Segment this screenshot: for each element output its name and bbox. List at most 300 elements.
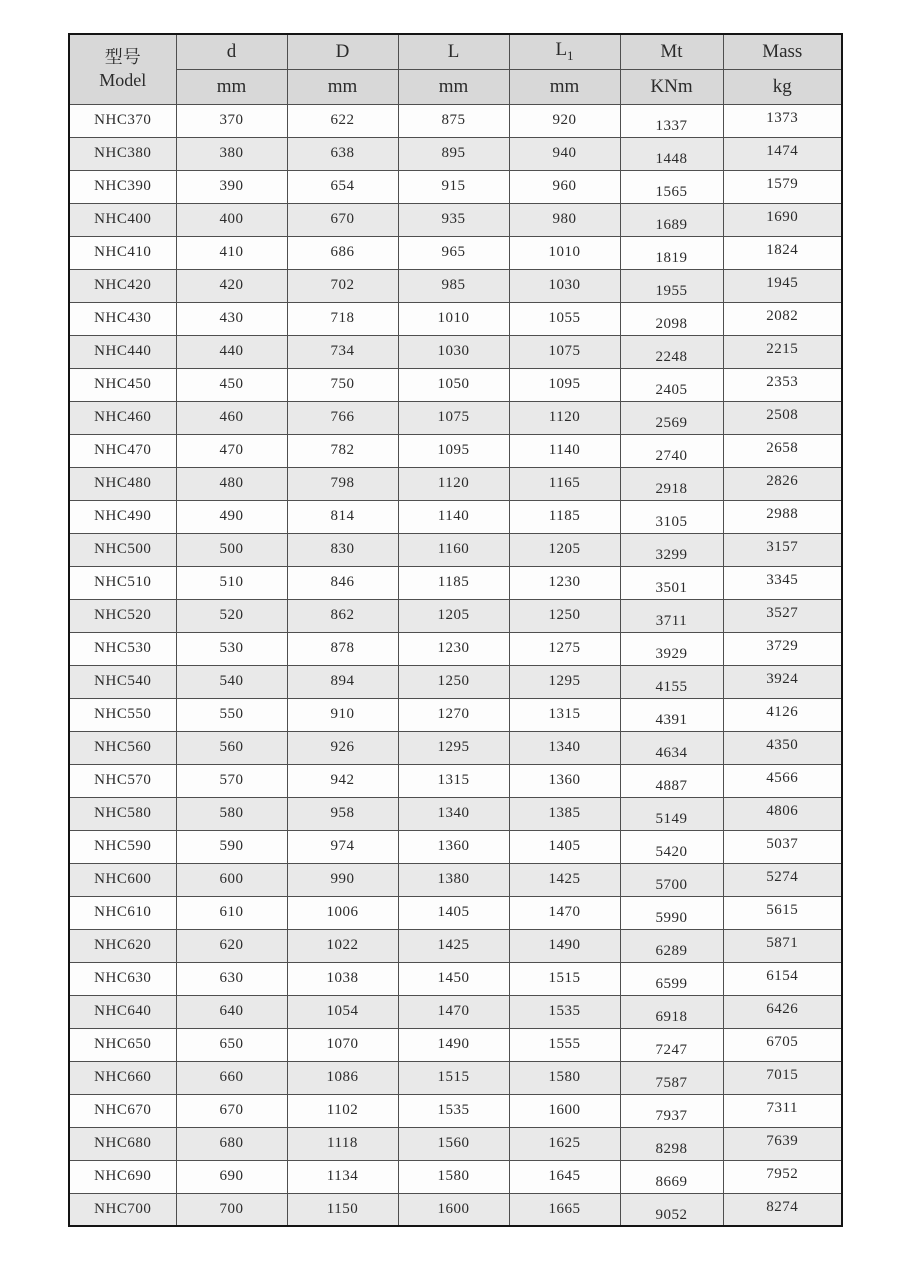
header-model-cn: 型号 [104, 46, 141, 67]
cell-Mass [723, 995, 842, 1028]
mt-value: 4887 [655, 778, 688, 794]
cell-L: 1380 [398, 863, 509, 896]
mass-value: 6154 [766, 968, 799, 984]
table-row [69, 599, 842, 632]
cell-L1: 1075 [509, 335, 620, 368]
cell-Mass [723, 698, 842, 731]
cell-D: 1022 [287, 929, 398, 962]
mt-value: 1955 [655, 283, 688, 299]
cell-D: 782 [287, 434, 398, 467]
cell-model: NHC660 [69, 1061, 176, 1094]
cell-Mass [723, 929, 842, 962]
mass-value: 1824 [766, 242, 799, 258]
cell-L1: 1120 [509, 401, 620, 434]
mt-value: 2569 [655, 415, 688, 431]
cell-d: 580 [176, 797, 287, 830]
cell-Mass [723, 830, 842, 863]
cell-model: NHC430 [69, 302, 176, 335]
cell-L: 1340 [398, 797, 509, 830]
table-row [69, 401, 842, 434]
cell-Mass [723, 1028, 842, 1061]
cell-d: 420 [176, 269, 287, 302]
cell-L1: 1250 [509, 599, 620, 632]
cell-L: 1120 [398, 467, 509, 500]
table-row [69, 665, 842, 698]
mass-value: 3157 [766, 539, 799, 555]
table-row [69, 929, 842, 962]
cell-Mt [620, 566, 723, 599]
unit-d: mm [176, 69, 287, 104]
cell-Mass [723, 269, 842, 302]
cell-d: 530 [176, 632, 287, 665]
mt-value: 4155 [655, 679, 688, 695]
cell-Mass [723, 962, 842, 995]
mt-value: 5990 [655, 910, 688, 926]
cell-D: 798 [287, 467, 398, 500]
cell-d: 400 [176, 203, 287, 236]
cell-D: 814 [287, 500, 398, 533]
cell-Mass [723, 731, 842, 764]
table-row [69, 203, 842, 236]
cell-D: 846 [287, 566, 398, 599]
cell-model: NHC370 [69, 104, 176, 137]
cell-Mt [620, 995, 723, 1028]
cell-L1: 1295 [509, 665, 620, 698]
cell-Mass [723, 665, 842, 698]
mass-value: 1474 [766, 143, 799, 159]
cell-d: 510 [176, 566, 287, 599]
cell-Mt [620, 236, 723, 269]
mt-value: 4634 [655, 745, 688, 761]
mt-value: 9052 [655, 1206, 688, 1223]
cell-d: 460 [176, 401, 287, 434]
cell-L1: 1340 [509, 731, 620, 764]
cell-model: NHC690 [69, 1160, 176, 1193]
cell-L1: 1360 [509, 764, 620, 797]
cell-L1: 1055 [509, 302, 620, 335]
table-row [69, 566, 842, 599]
cell-model: NHC530 [69, 632, 176, 665]
cell-Mt [620, 962, 723, 995]
cell-D: 638 [287, 137, 398, 170]
cell-model: NHC410 [69, 236, 176, 269]
table-row [69, 698, 842, 731]
cell-model: NHC670 [69, 1094, 176, 1127]
cell-model: NHC560 [69, 731, 176, 764]
header-col-L1-symbol: L [555, 39, 568, 61]
cell-L1: 1095 [509, 368, 620, 401]
mt-value: 2098 [655, 316, 688, 332]
cell-d: 680 [176, 1127, 287, 1160]
cell-L1: 1555 [509, 1028, 620, 1061]
cell-D: 1006 [287, 896, 398, 929]
cell-L: 1095 [398, 434, 509, 467]
cell-Mt [620, 203, 723, 236]
cell-L: 1010 [398, 302, 509, 335]
cell-model: NHC650 [69, 1028, 176, 1061]
table-row [69, 104, 842, 137]
cell-L1: 960 [509, 170, 620, 203]
mt-value: 3105 [655, 514, 688, 530]
mass-value: 2826 [766, 473, 799, 489]
mass-value: 3729 [766, 638, 799, 654]
mass-value: 7015 [766, 1067, 799, 1083]
cell-model: NHC610 [69, 896, 176, 929]
mass-value: 6426 [766, 1001, 799, 1017]
cell-L1: 1645 [509, 1160, 620, 1193]
table-row [69, 368, 842, 401]
cell-d: 490 [176, 500, 287, 533]
cell-Mt [620, 863, 723, 896]
cell-Mass [723, 1094, 842, 1127]
mt-value: 2740 [655, 448, 688, 464]
cell-Mass [723, 1193, 842, 1226]
cell-L: 915 [398, 170, 509, 203]
cell-L: 895 [398, 137, 509, 170]
cell-model: NHC630 [69, 962, 176, 995]
cell-d: 450 [176, 368, 287, 401]
mass-value: 3924 [766, 671, 799, 687]
cell-L1: 920 [509, 104, 620, 137]
table-row [69, 500, 842, 533]
cell-D: 734 [287, 335, 398, 368]
mass-value: 3527 [766, 605, 799, 621]
cell-model: NHC520 [69, 599, 176, 632]
cell-L: 1580 [398, 1160, 509, 1193]
mt-value: 1565 [655, 184, 688, 200]
cell-Mass [723, 599, 842, 632]
mt-value: 8298 [655, 1141, 688, 1157]
cell-L1: 1665 [509, 1193, 620, 1226]
cell-model: NHC420 [69, 269, 176, 302]
cell-Mt [620, 1127, 723, 1160]
table-row [69, 1193, 842, 1226]
page [0, 33, 901, 1285]
cell-Mass [723, 104, 842, 137]
cell-d: 650 [176, 1028, 287, 1061]
cell-L: 1160 [398, 533, 509, 566]
cell-D: 990 [287, 863, 398, 896]
cell-L: 1185 [398, 566, 509, 599]
cell-L1: 1165 [509, 467, 620, 500]
cell-Mass [723, 533, 842, 566]
cell-Mass [723, 1160, 842, 1193]
cell-d: 640 [176, 995, 287, 1028]
table-row [69, 962, 842, 995]
table-row [69, 896, 842, 929]
cell-D: 702 [287, 269, 398, 302]
mt-value: 1819 [655, 250, 688, 266]
cell-L: 935 [398, 203, 509, 236]
mass-value: 5615 [766, 902, 799, 918]
cell-Mt [620, 1094, 723, 1127]
mt-value: 2248 [655, 349, 688, 365]
cell-Mt [620, 269, 723, 302]
cell-model: NHC570 [69, 764, 176, 797]
cell-d: 390 [176, 170, 287, 203]
cell-Mt [620, 929, 723, 962]
cell-d: 540 [176, 665, 287, 698]
cell-L1: 1405 [509, 830, 620, 863]
cell-model: NHC510 [69, 566, 176, 599]
cell-D: 622 [287, 104, 398, 137]
cell-model: NHC680 [69, 1127, 176, 1160]
cell-L: 1270 [398, 698, 509, 731]
cell-model: NHC540 [69, 665, 176, 698]
unit-D: mm [287, 69, 398, 104]
mt-value: 3711 [655, 613, 688, 629]
cell-Mass [723, 1061, 842, 1094]
table-header [69, 34, 842, 104]
cell-Mt [620, 698, 723, 731]
mass-value: 4566 [766, 770, 799, 786]
mass-value: 3345 [766, 572, 799, 588]
cell-Mt [620, 599, 723, 632]
cell-model: NHC590 [69, 830, 176, 863]
header-col-Mt: Mt [620, 34, 723, 69]
mass-value: 1579 [766, 176, 799, 192]
cell-model: NHC500 [69, 533, 176, 566]
mt-value: 3501 [655, 580, 688, 596]
cell-d: 410 [176, 236, 287, 269]
cell-L1: 1515 [509, 962, 620, 995]
cell-Mass [723, 137, 842, 170]
table-row [69, 995, 842, 1028]
cell-model: NHC400 [69, 203, 176, 236]
cell-Mass [723, 302, 842, 335]
cell-Mass [723, 863, 842, 896]
cell-L1: 980 [509, 203, 620, 236]
cell-L: 1405 [398, 896, 509, 929]
cell-L: 1205 [398, 599, 509, 632]
cell-D: 894 [287, 665, 398, 698]
table-row [69, 269, 842, 302]
cell-d: 370 [176, 104, 287, 137]
cell-Mass [723, 401, 842, 434]
cell-Mass [723, 203, 842, 236]
cell-Mass [723, 764, 842, 797]
mt-value: 5700 [655, 877, 688, 893]
table-row [69, 467, 842, 500]
table-row [69, 731, 842, 764]
table-row [69, 1160, 842, 1193]
cell-model: NHC620 [69, 929, 176, 962]
cell-d: 570 [176, 764, 287, 797]
cell-L1: 1010 [509, 236, 620, 269]
cell-model: NHC700 [69, 1193, 176, 1226]
cell-Mt [620, 533, 723, 566]
mass-value: 1373 [766, 110, 799, 126]
cell-L: 1230 [398, 632, 509, 665]
cell-L1: 1600 [509, 1094, 620, 1127]
cell-L1: 1470 [509, 896, 620, 929]
cell-d: 470 [176, 434, 287, 467]
mass-value: 1945 [766, 275, 799, 291]
cell-L1: 1425 [509, 863, 620, 896]
cell-L1: 1230 [509, 566, 620, 599]
cell-Mt [620, 1028, 723, 1061]
table-row [69, 632, 842, 665]
cell-d: 610 [176, 896, 287, 929]
cell-D: 686 [287, 236, 398, 269]
cell-Mt [620, 1061, 723, 1094]
cell-D: 926 [287, 731, 398, 764]
table-row [69, 533, 842, 566]
table-row [69, 302, 842, 335]
mt-value: 7937 [655, 1108, 688, 1124]
cell-D: 862 [287, 599, 398, 632]
cell-L1: 1625 [509, 1127, 620, 1160]
header-col-L1 [509, 34, 620, 69]
cell-Mass [723, 797, 842, 830]
cell-model: NHC600 [69, 863, 176, 896]
cell-L1: 940 [509, 137, 620, 170]
cell-L: 1490 [398, 1028, 509, 1061]
cell-Mt [620, 632, 723, 665]
cell-Mt [620, 731, 723, 764]
cell-d: 690 [176, 1160, 287, 1193]
cell-model: NHC440 [69, 335, 176, 368]
cell-D: 878 [287, 632, 398, 665]
cell-D: 670 [287, 203, 398, 236]
cell-L1: 1580 [509, 1061, 620, 1094]
unit-L: mm [398, 69, 509, 104]
cell-model: NHC480 [69, 467, 176, 500]
mt-value: 1337 [655, 118, 688, 134]
cell-D: 1150 [287, 1193, 398, 1226]
cell-Mt [620, 764, 723, 797]
table-row [69, 1061, 842, 1094]
cell-Mass [723, 500, 842, 533]
cell-D: 1038 [287, 962, 398, 995]
cell-D: 1070 [287, 1028, 398, 1061]
cell-Mt [620, 467, 723, 500]
cell-L: 875 [398, 104, 509, 137]
header-model-en: Model [99, 70, 147, 91]
cell-D: 1102 [287, 1094, 398, 1127]
table-row [69, 335, 842, 368]
cell-Mass [723, 632, 842, 665]
cell-L: 1450 [398, 962, 509, 995]
mass-value: 2353 [766, 374, 799, 390]
cell-Mt [620, 368, 723, 401]
header-col-Mass: Mass [723, 34, 842, 69]
cell-Mt [620, 401, 723, 434]
cell-d: 590 [176, 830, 287, 863]
cell-D: 958 [287, 797, 398, 830]
cell-d: 440 [176, 335, 287, 368]
cell-Mass [723, 467, 842, 500]
table-row [69, 1094, 842, 1127]
cell-L: 1360 [398, 830, 509, 863]
cell-Mass [723, 170, 842, 203]
cell-Mt [620, 170, 723, 203]
table-row [69, 434, 842, 467]
cell-L1: 1140 [509, 434, 620, 467]
mass-value: 2658 [766, 440, 799, 456]
mt-value: 6599 [655, 976, 688, 992]
cell-d: 430 [176, 302, 287, 335]
mass-value: 6705 [766, 1034, 799, 1050]
mass-value: 5274 [766, 869, 799, 885]
cell-model: NHC640 [69, 995, 176, 1028]
table-row [69, 236, 842, 269]
mass-value: 2508 [766, 407, 799, 423]
cell-model: NHC490 [69, 500, 176, 533]
cell-D: 974 [287, 830, 398, 863]
mass-value: 5871 [766, 935, 799, 951]
cell-d: 480 [176, 467, 287, 500]
header-symbol-row [69, 34, 842, 69]
cell-L: 1140 [398, 500, 509, 533]
table-row [69, 797, 842, 830]
cell-L: 1600 [398, 1193, 509, 1226]
cell-D: 942 [287, 764, 398, 797]
cell-D: 766 [287, 401, 398, 434]
cell-Mt [620, 104, 723, 137]
cell-Mass [723, 434, 842, 467]
cell-Mt [620, 500, 723, 533]
table-row [69, 863, 842, 896]
mass-value: 8274 [766, 1198, 799, 1215]
cell-L: 1515 [398, 1061, 509, 1094]
unit-Mass: kg [723, 69, 842, 104]
cell-Mt [620, 335, 723, 368]
cell-D: 910 [287, 698, 398, 731]
cell-Mt [620, 302, 723, 335]
mt-value: 1448 [655, 151, 688, 167]
cell-d: 660 [176, 1061, 287, 1094]
cell-L: 1295 [398, 731, 509, 764]
mass-value: 2988 [766, 506, 799, 522]
header-model [69, 34, 176, 104]
mt-value: 6289 [655, 943, 688, 959]
cell-d: 630 [176, 962, 287, 995]
header-col-L1-sub: 1 [567, 48, 574, 64]
cell-L: 1250 [398, 665, 509, 698]
cell-L1: 1205 [509, 533, 620, 566]
mt-value: 3299 [655, 547, 688, 563]
cell-L: 1470 [398, 995, 509, 1028]
mt-value: 8669 [655, 1174, 688, 1190]
cell-L: 1030 [398, 335, 509, 368]
cell-model: NHC470 [69, 434, 176, 467]
cell-L1: 1385 [509, 797, 620, 830]
mass-value: 2082 [766, 308, 799, 324]
mass-value: 4806 [766, 803, 799, 819]
cell-Mass [723, 1127, 842, 1160]
cell-L1: 1275 [509, 632, 620, 665]
table-row [69, 830, 842, 863]
cell-L: 1560 [398, 1127, 509, 1160]
mass-value: 7639 [766, 1133, 799, 1149]
cell-d: 600 [176, 863, 287, 896]
cell-L: 965 [398, 236, 509, 269]
table-row [69, 1028, 842, 1061]
cell-Mt [620, 137, 723, 170]
cell-Mass [723, 335, 842, 368]
cell-model: NHC390 [69, 170, 176, 203]
table-row [69, 1127, 842, 1160]
cell-Mt [620, 1193, 723, 1226]
cell-model: NHC380 [69, 137, 176, 170]
cell-d: 550 [176, 698, 287, 731]
header-col-L: L [398, 34, 509, 69]
cell-L1: 1315 [509, 698, 620, 731]
mass-value: 2215 [766, 341, 799, 357]
table-body [69, 104, 842, 1226]
mt-value: 7587 [655, 1075, 688, 1091]
